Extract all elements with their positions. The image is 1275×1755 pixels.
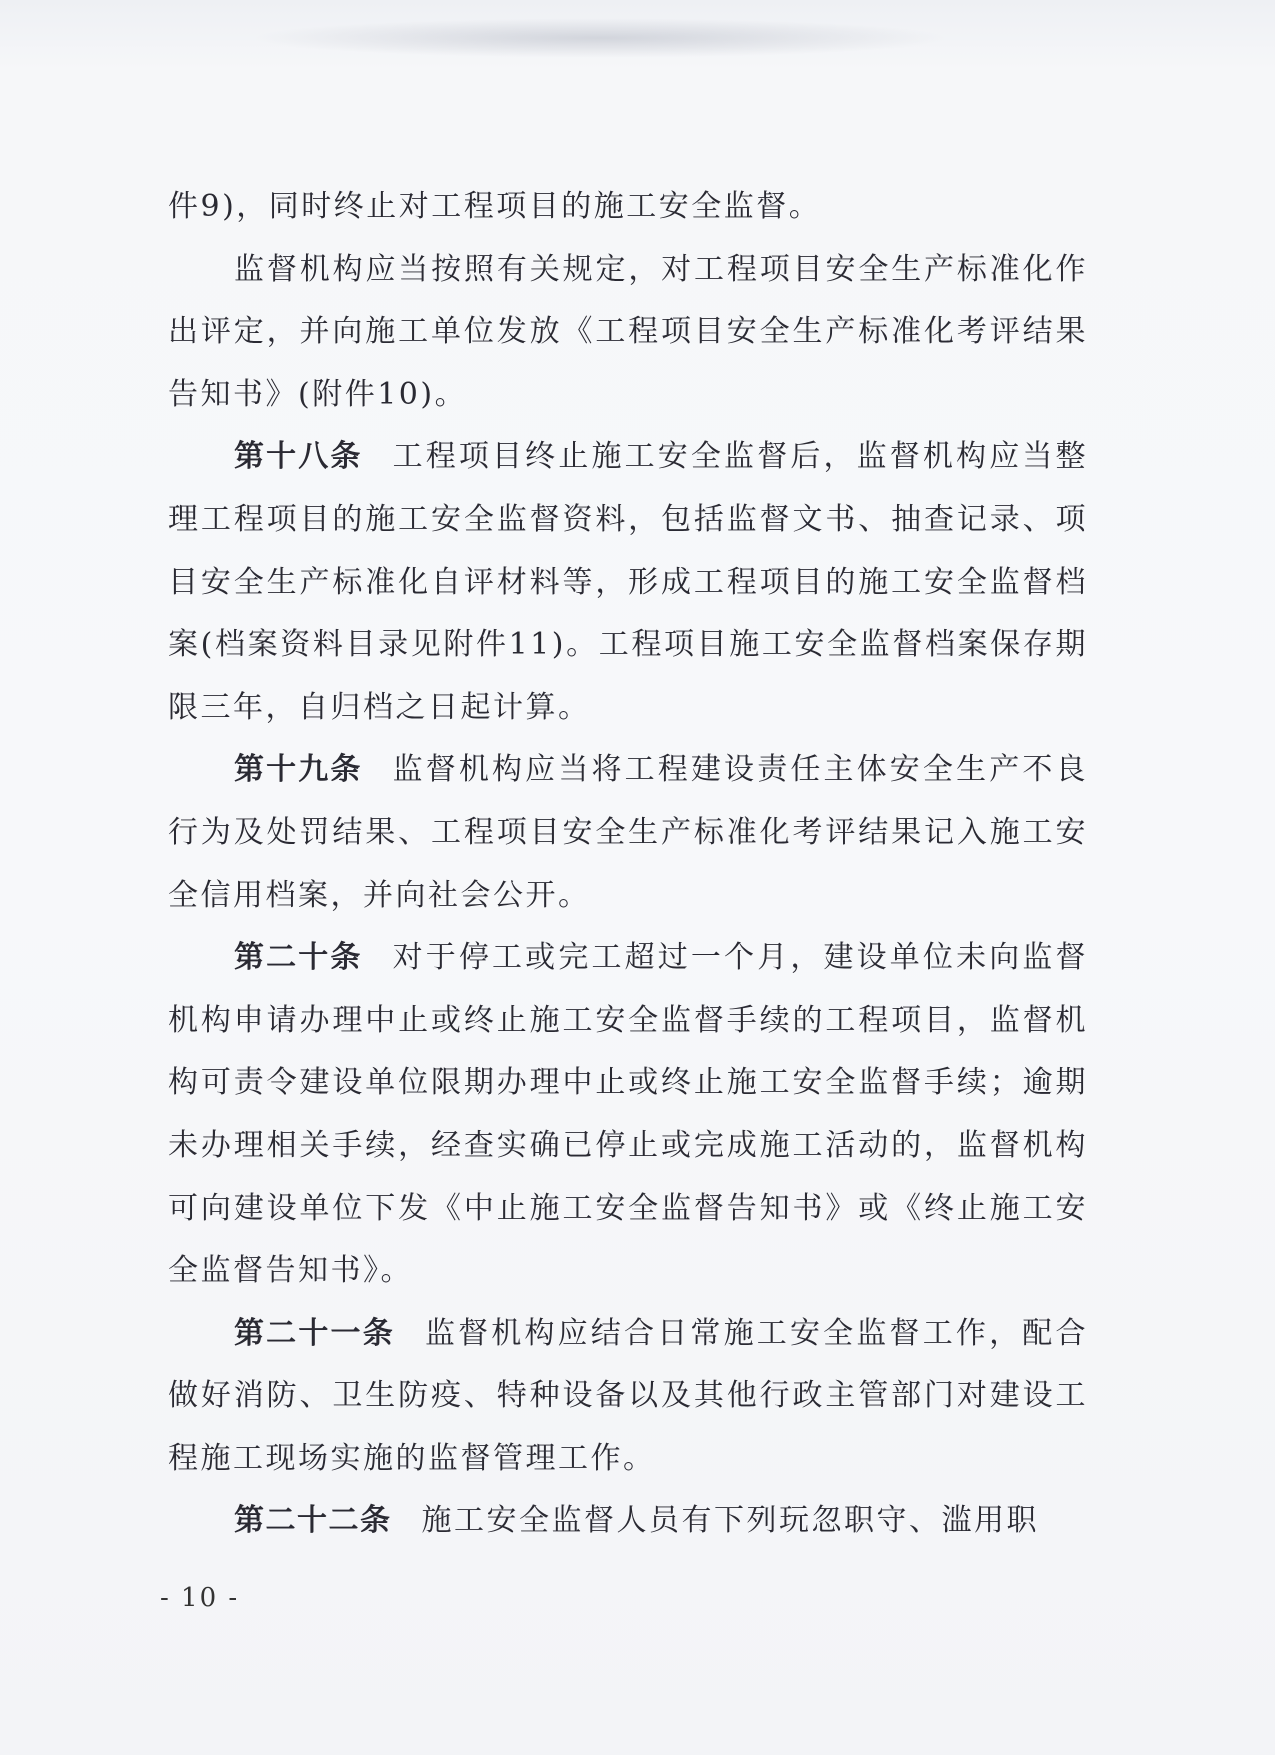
article-number: 第十九条 <box>234 752 363 788</box>
article-paragraph <box>168 1490 1088 1553</box>
paragraph-text: 监督机构应当将工程建设责任主体安全生产不良行为及处罚结果、工程项目安全生产标准化考评结果记入施工安全信用档案，并向社会公开。 <box>168 752 1089 913</box>
page-number: - 10 - <box>160 1583 240 1613</box>
paragraph <box>168 176 1088 239</box>
paragraph-text: 对于停工或完工超过一个月，建设单位未向监督机构申请办理中止或终止施工安全监督手续的工程项目，监督机构可责令建设单位限期办理中止或终止施工安全监督手续；逾期未办理相关手续，经查实确已停止或完成施工活动的，监督机构可向建设单位下发《中止施工安全监督告知书》或《终止施工安全监督告知书》。 <box>168 940 1089 1289</box>
article-paragraph <box>168 426 1088 739</box>
paragraph-text: 件9)，同时终止对工程项目的施工安全监督。 <box>168 189 822 224</box>
article-paragraph <box>168 927 1088 1303</box>
paragraph-text: 施工安全监督人员有下列玩忽职守、滥用职 <box>421 1503 1039 1539</box>
article-number: 第二十一条 <box>234 1315 395 1351</box>
article-paragraph <box>168 739 1088 927</box>
paragraph <box>168 239 1088 427</box>
article-paragraph <box>168 1303 1088 1491</box>
article-number: 第十八条 <box>234 439 363 475</box>
article-number: 第二十二条 <box>234 1503 392 1539</box>
paragraph-text: 监督机构应结合日常施工安全监督工作，配合做好消防、卫生防疫、特种设备以及其他行政主管部门对建设工程施工现场实施的监督管理工作。 <box>168 1315 1088 1476</box>
body-text <box>168 176 1088 1553</box>
paragraph-text: 工程项目终止施工安全监督后，监督机构应当整理工程项目的施工安全监督资料，包括监督文书、抽查记录、项目安全生产标准化自评材料等，形成工程项目的施工安全监督档案(档案资料目录见附件11)。工程项目施工安全监督档案保存期限三年，自归档之日起计算。 <box>168 439 1089 725</box>
scan-shadow <box>250 18 950 58</box>
article-number: 第二十条 <box>234 940 363 976</box>
paragraph-text: 监督机构应当按照有关规定，对工程项目安全生产标准化作出评定，并向施工单位发放《工程项目安全生产标准化考评结果告知书》(附件10)。 <box>168 251 1088 412</box>
